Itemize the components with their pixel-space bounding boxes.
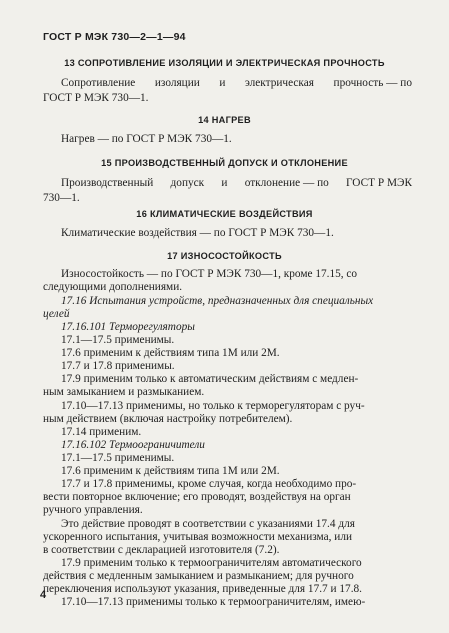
s17-line-9: 17.9 применим только к автоматическим действиям с медлен- xyxy=(61,373,359,385)
s17-line-21: ускоренного испытания, учитывая возможности механизма, или xyxy=(43,531,353,543)
s17-line-18: вести повторное включение; его проводят, воздействуя на орган xyxy=(43,491,351,503)
s17-line-15: 17.1—17.5 применимы. xyxy=(61,452,175,464)
s17-line-22: в соответствии с декларацией изготовителя (7.2). xyxy=(43,544,280,556)
s17-line-11: 17.10—17.13 применимы, но только к терморегуляторам с руч- xyxy=(61,400,365,412)
section-16-heading: 16 КЛИМАТИЧЕСКИЕ ВОЗДЕЙСТВИЯ xyxy=(136,209,313,219)
page-number: 4 xyxy=(40,589,47,601)
s17-line-20: Это действие проводят в соответствии с указаниями 17.4 для xyxy=(61,518,355,530)
section-14-line-1: Нагрев — по ГОСТ Р МЭК 730—1. xyxy=(61,133,232,145)
s17-line-8: 17.7 и 17.8 применимы. xyxy=(61,360,175,372)
s17-line-25: переключения используют указания, приведенные для 17.7 и 17.8. xyxy=(43,583,362,595)
section-13-heading: 13 СОПРОТИВЛЕНИЕ ИЗОЛЯЦИИ И ЭЛЕКТРИЧЕСКАЯ ПРОЧНОСТЬ xyxy=(64,58,385,68)
section-17-heading: 17 ИЗНОСОСТОЙКОСТЬ xyxy=(167,251,282,261)
s17-line-12: ным действием (включая настройку потребителем). xyxy=(43,413,293,425)
s17-line-3: 17.16 Испытания устройств, предназначенных для специальных xyxy=(61,295,374,307)
running-header: ГОСТ Р МЭК 730—2—1—94 xyxy=(43,31,186,43)
section-14-heading: 14 НАГРЕВ xyxy=(198,115,251,125)
s17-line-1: Износостойкость — по ГОСТ Р МЭК 730—1, кроме 17.15, со xyxy=(61,268,358,280)
s17-line-16: 17.6 применим к действиям типа 1М или 2М. xyxy=(61,465,280,477)
s17-line-7: 17.6 применим к действиям типа 1М или 2М. xyxy=(61,347,280,359)
s17-line-6: 17.1—17.5 применимы. xyxy=(61,334,175,346)
section-15-line-1: Производственный допуск и отклонение — по ГОСТ Р МЭК xyxy=(61,177,412,189)
s17-line-2: следующими дополнениями. xyxy=(43,281,183,293)
section-15-line-2: 730—1. xyxy=(43,192,80,204)
s17-line-13: 17.14 применим. xyxy=(61,426,142,438)
s17-line-14: 17.16.102 Термоограничители xyxy=(61,439,205,451)
section-13-line-1: Сопротивление изоляции и электрическая прочность — по xyxy=(61,77,412,89)
s17-line-24: действия с медленным замыканием и размыканием; для ручного xyxy=(43,570,354,582)
s17-line-5: 17.16.101 Терморегуляторы xyxy=(61,321,195,333)
s17-line-17: 17.7 и 17.8 применимы, кроме случая, когда необходимо про- xyxy=(61,478,357,490)
s17-line-26: 17.10—17.13 применимы только к термоограничителям, имею- xyxy=(61,596,366,608)
s17-line-4: целей xyxy=(43,308,70,320)
s17-line-23: 17.9 применим только к термоограничителям автоматического xyxy=(61,557,362,569)
s17-line-19: ручного управления. xyxy=(43,504,143,516)
section-15-heading: 15 ПРОИЗВОДСТВЕННЫЙ ДОПУСК И ОТКЛОНЕНИЕ xyxy=(101,158,348,168)
s17-line-10: ным замыканием и размыканием. xyxy=(43,386,205,398)
section-16-line-1: Климатические воздействия — по ГОСТ Р МЭК 730—1. xyxy=(61,227,334,239)
section-13-line-2: ГОСТ Р МЭК 730—1. xyxy=(43,92,149,104)
